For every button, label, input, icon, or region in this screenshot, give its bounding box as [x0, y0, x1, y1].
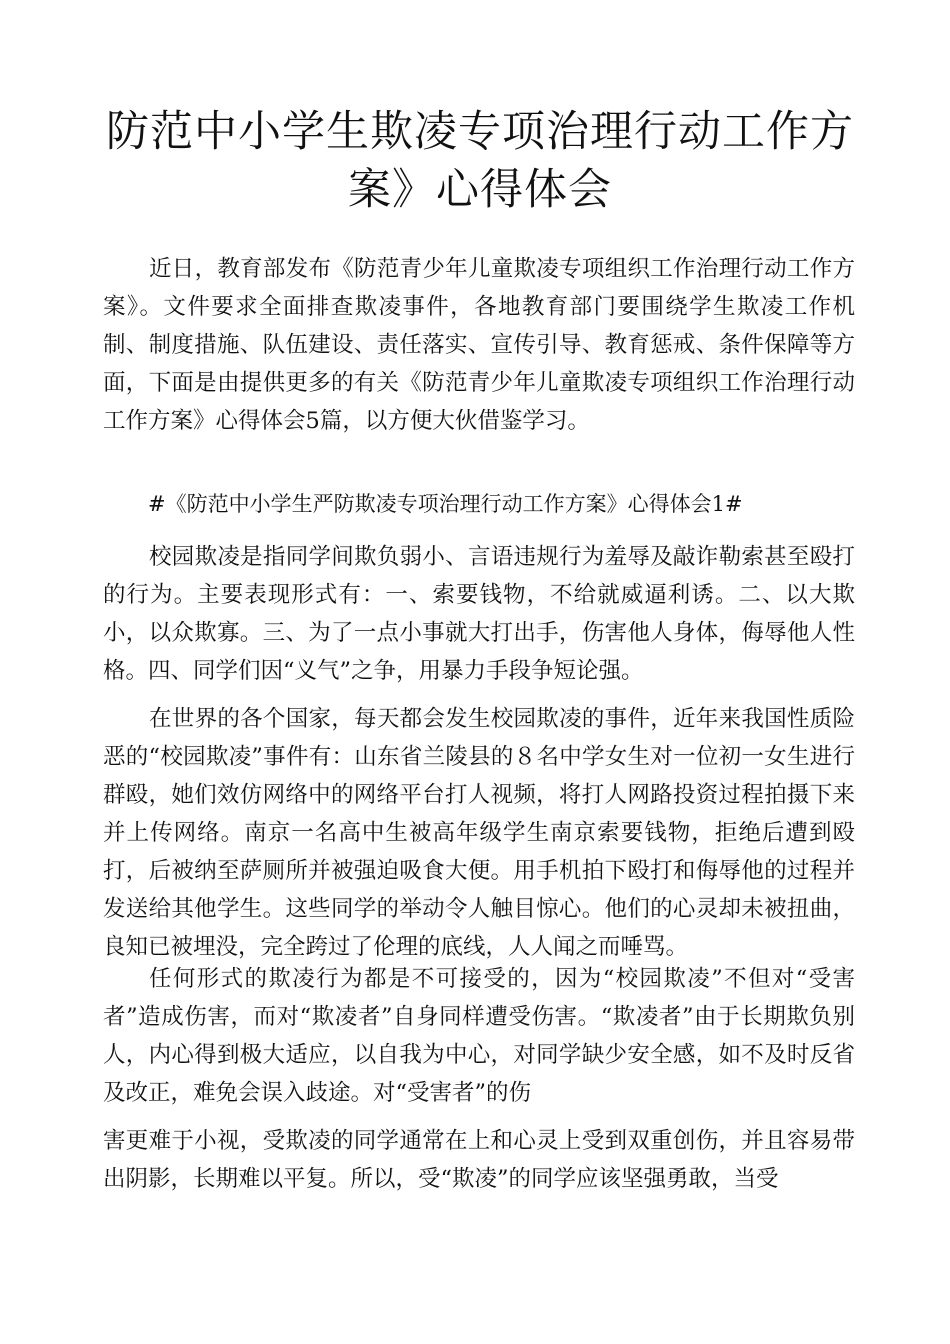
body-paragraph-4: 害更难于小视，受欺凌的同学通常在上和心灵上受到双重创伤，并且容易带出阴影，长期难以平复。所以，受“欺凌”的同学应该坚强勇敢，当受 [103, 1128, 855, 1192]
body-paragraph-2: 在世界的各个国家，每天都会发生校园欺凌的事件，近年来我国性质险恶的“校园欺凌”事件有：山东省兰陵县的８名中学女生对一位初一女生进行群殴，她们效仿网络中的网络平台打人视频，将打人网路投资过程拍摄下来并上传网络。南京一名高中生被高年级学生南京索要钱物，拒绝后遭到殴打，后被纳至萨厕所并被强迫吸食大便。用手机拍下殴打和侮辱他的过程并发送给其他学生。这些同学的举动令人触目惊心。他们的心灵却未被扭曲，良知已被埋没，完全跨过了伦理的底线，人人闻之而唾骂。 [103, 706, 855, 960]
section-heading: #《防范中小学生严防欺凌专项治理行动工作方案》心得体会1# [148, 492, 743, 516]
document-title-line-1: 防范中小学生欺凌专项治理行动工作方 [106, 107, 854, 157]
body-paragraph-3: 任何形式的欺凌行为都是不可接受的，因为“校园欺凌”不但对“受害者”造成伤害，而对“欺凌者”自身同样遭受伤害。“欺凌者”由于长期欺负别人，内心得到极大适应，以自我为中心，对同学缺少安全感，如不及时反省及改正，难免会误入歧途。对“受害者”的伤 [103, 966, 855, 1106]
document-title-line-2: 案》心得体会 [348, 165, 612, 215]
intro-paragraph: 近日，教育部发布《防范青少年儿童欺凌专项组织工作治理行动工作方案》。文件要求全面排查欺凌事件，各地教育部门要围绕学生欺凌工作机制、制度措施、队伍建设、责任落实、宣传引导、教育惩戒、条件保障等方面，下面是由提供更多的有关《防范青少年儿童欺凌专项组织工作治理行动工作方案》心得体会5篇，以方便大伙借鉴学习。 [103, 256, 855, 434]
body-paragraph-1: 校园欺凌是指同学间欺负弱小、言语违规行为羞辱及敲诈勒索甚至殴打的行为。主要表现形式有：一、索要钱物，不给就威逼利诱。二、以大欺小，以众欺寡。三、为了一点小事就大打出手，伤害他人身体，侮辱他人性格。四、同学们因“义气”之争，用暴力手段争短论强。 [103, 544, 855, 684]
